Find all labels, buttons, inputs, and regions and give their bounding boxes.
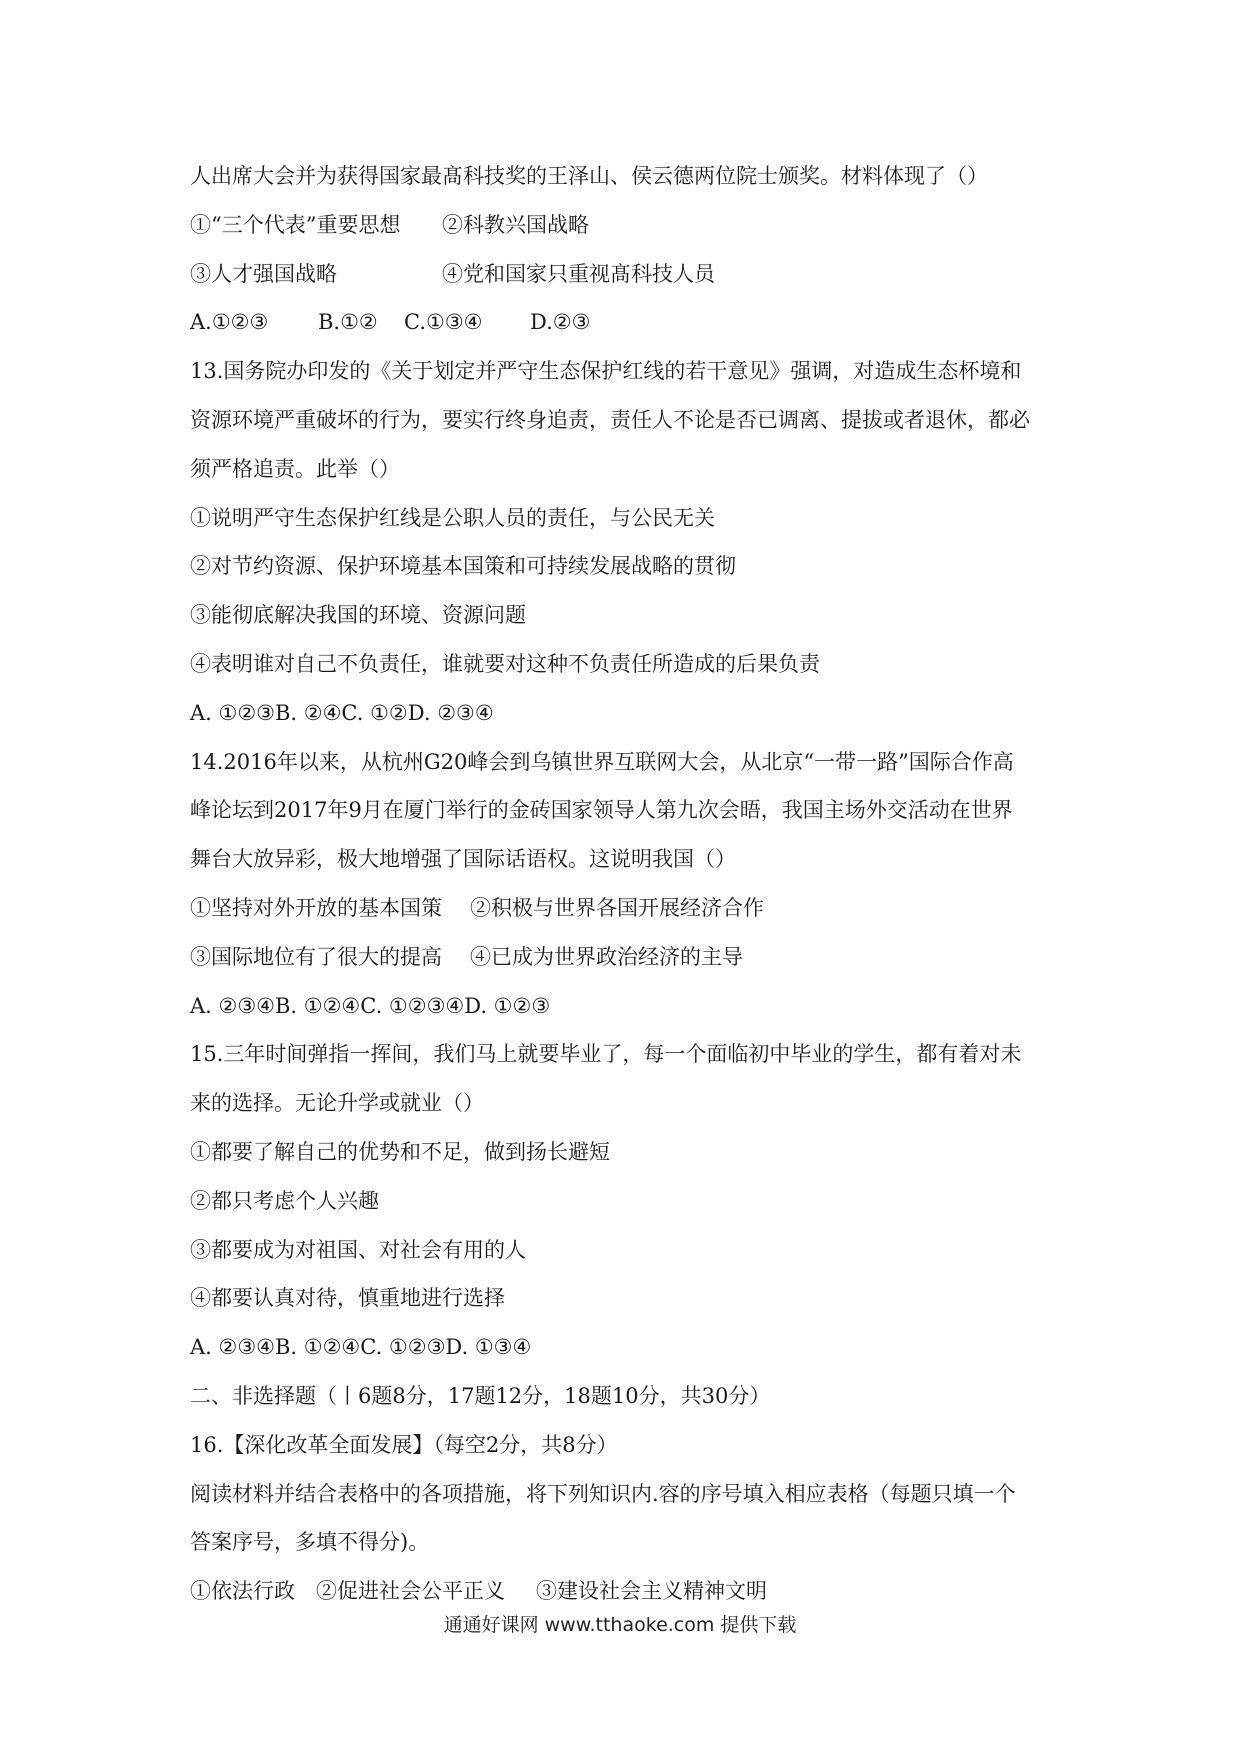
q16-title: 16.【深化改革全面发展】（每空2分，共8分）: [190, 1432, 618, 1457]
q13-stem-line-3: 须严格追责。此举（）: [190, 456, 400, 481]
q14-option-2: ②积极与世界各国开展经济合作: [470, 895, 764, 920]
q16-instruction-line-1: 阅读材料并结合表格中的各项措施，将下列知识内.容的序号填入相应表格（每题只填一个: [190, 1481, 1016, 1506]
q12-options-row-1: [190, 201, 1070, 250]
q15-option-2: ②都只考虑个人兴趣: [190, 1188, 379, 1213]
q12-choice-d: D.②③: [530, 310, 591, 335]
q14-stem-line-3: 舞台大放异彩，极大地增强了国际话语权。这说明我国（）: [190, 847, 736, 872]
q16-item-2: ②促进社会公平正义: [316, 1579, 505, 1604]
q13-choices: A. ①②③B. ②④C. ①②D. ②③④: [190, 700, 494, 725]
q12-option-3: ③人才强国战略: [190, 261, 337, 286]
q14-stem-line-2: 峰论坛到2017年9月在厦门举行的金砖国家领导人第九次会晤，我国主场外交活动在世界: [190, 798, 1013, 823]
q12-choice-b: B.①②: [318, 310, 378, 335]
q12-options-row-2: [190, 250, 1070, 299]
q15-option-3: ③都要成为对祖国、对社会有用的人: [190, 1237, 526, 1262]
q15-stem-line-2: 来的选择。无论升学或就业（）: [190, 1091, 484, 1116]
q12-stem-line: 人出席大会并为获得国家最髙科技奖的王泽山、侯云德两位院士颁奖。材料体现了（）: [190, 164, 988, 188]
q14-stem-line-1: 14.2016年以来，从杭州G20峰会到乌镇世界互联网大会，从北京“一带一路”国际合作高: [190, 749, 1014, 774]
q12-option-2: ②科教兴国战略: [442, 212, 589, 237]
q14-option-1: ①坚持对外开放的基本国策: [190, 895, 442, 920]
q12-option-1: ①“三个代表”重要思想: [190, 212, 401, 237]
q16-item-1: ①依法行政: [190, 1579, 295, 1604]
q12-choices: [190, 298, 1070, 347]
q16-instruction-line-2: 答案序号，多填不得分)。: [190, 1530, 430, 1555]
q13-option-1: ①说明严守生态保护红线是公职人员的责任，与公民无关: [190, 505, 715, 530]
q16-knowledge-items: [190, 1567, 1070, 1616]
q12-choice-c: C.①③④: [404, 310, 483, 335]
q15-stem-line-1: 15.三年时间弹指一挥间，我们马上就要毕业了，每一个面临初中毕业的学生，都有着对未: [190, 1042, 1022, 1067]
page-footer: 通通好课网 www.tthaoke.com 提供下载: [443, 1614, 797, 1636]
q13-option-3: ③能彻底解决我国的环境、资源问题: [190, 603, 526, 628]
q14-choices: A. ②③④B. ①②④C. ①②③④D. ①②③: [190, 993, 551, 1018]
q14-options-row-2: [190, 933, 1070, 982]
q15-option-1: ①都要了解自己的优势和不足，做到扬长避短: [190, 1139, 610, 1164]
q12-option-4: ④党和国家只重视髙科技人员: [442, 261, 715, 286]
q14-options-row-1: [190, 884, 1070, 933]
q13-option-4: ④表明谁对自己不负责任，谁就要对这种不负责任所造成的后果负责: [190, 651, 820, 676]
q13-stem-line-1: 13.国务院办印发的《关于划定并严守生态保护红线的若干意见》强调，对造成生态杯境和: [190, 359, 1022, 384]
page-content: [190, 152, 1070, 1616]
q13-stem-line-2: 资源环境严重破坏的行为，要实行终身追责，责任人不论是否已调离、提拔或者退休，都必: [190, 407, 1030, 432]
q15-choices: A. ②③④B. ①②④C. ①②③D. ①③④: [190, 1335, 532, 1360]
q13-option-2: ②对节约资源、保护环境基本国策和可持续发展战略的贯彻: [190, 554, 736, 579]
q14-option-3: ③国际地位有了很大的提高: [190, 944, 442, 969]
section-2-heading: 二、非选择题（丨6题8分，17题12分，18题10分，共30分）: [190, 1383, 771, 1408]
q12-choice-a: A.①②③: [190, 310, 269, 335]
q15-option-4: ④都要认真对待，慎重地进行选择: [190, 1286, 505, 1311]
q14-option-4: ④已成为世界政治经济的主导: [470, 944, 743, 969]
q16-item-3: ③建设社会主义精神文明: [536, 1579, 767, 1604]
